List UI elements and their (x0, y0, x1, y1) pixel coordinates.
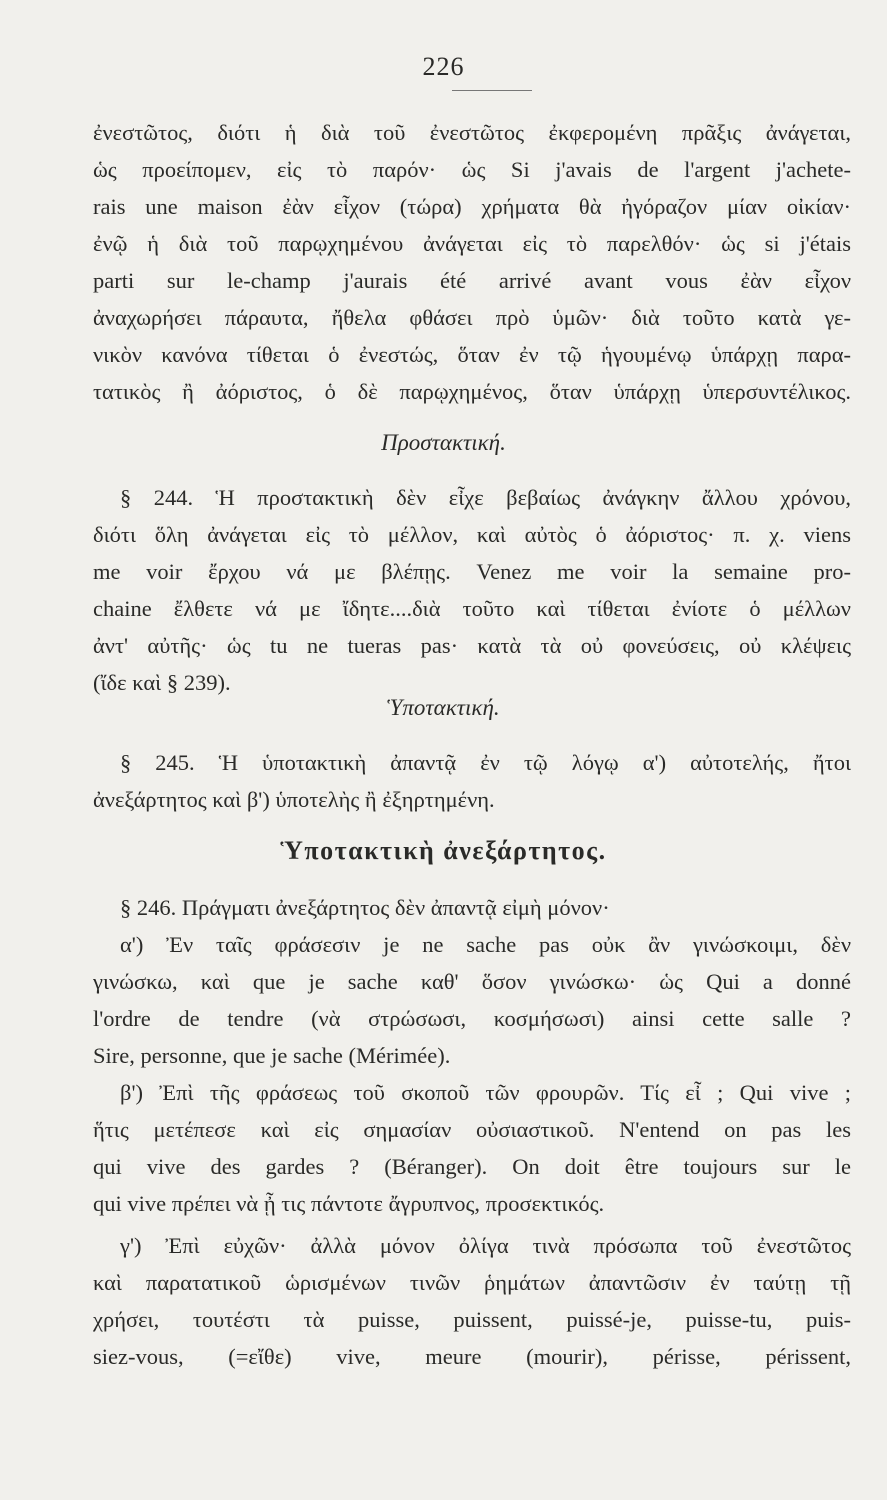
text-line: § 244. Ἡ προστακτικὴ δὲν εἶχε βεβαίως ἀνάγκην ἄλλου χρόνου, (120, 485, 851, 510)
text-line: γ') Ἐπὶ εὐχῶν· ἀλλὰ μόνον ὀλίγα τινὰ πρόσωπα τοῦ ἐνεστῶτος (120, 1233, 851, 1258)
page-number: 226 (422, 52, 465, 81)
text-line: νικὸν κανόνα τίθεται ὁ ἐνεστώς, ὅταν ἐν τῷ ἡγουμένῳ ὑπάρχῃ παρα- (93, 342, 851, 367)
text-line: ἐνῷ ἡ διὰ τοῦ παρῳχημένου ἀνάγεται εἰς τὸ παρελθόν· ὡς si j'étais (93, 231, 851, 256)
section-heading-independent-subjunctive: Ὑποτακτικὴ ἀνεξάρτητος. (280, 836, 607, 865)
text-line: parti sur le-champ j'aurais été arrivé avant vous ἐὰν εἶχον (93, 268, 851, 293)
text-line: chaine ἔλθετε νά με ἴδητε....διὰ τοῦτο καὶ τίθεται ἐνίοτε ὁ μέλλων (93, 596, 851, 621)
text-line: (ἴδε καὶ § 239). (93, 670, 231, 695)
text-line: καὶ παρατατικοῦ ὡρισμένων τινῶν ῥημάτων ἀπαντῶσιν ἐν ταύτῃ τῇ (93, 1270, 851, 1295)
text-line: α') Ἐν ταῖς φράσεσιν je ne sache pas οὐκ ἂν γινώσκοιμι, δὲν (120, 932, 851, 957)
text-line: me voir ἔρχου νά με βλέπῃς. Venez me voir la semaine pro- (93, 559, 851, 584)
text-line: qui vive des gardes ? (Béranger). On doit être toujours sur le (93, 1154, 851, 1179)
text-line: ἀντ' αὐτῆς· ὡς tu ne tueras pas· κατὰ τὰ οὐ φονεύσεις, οὐ κλέψεις (93, 633, 851, 658)
text-line: ἀνεξάρτητος καὶ β') ὑποτελὴς ἢ ἐξηρτημένη. (93, 787, 495, 812)
section-heading-subjunctive: Ὑποτακτική. (387, 695, 500, 720)
text-line: διότι ὅλη ἀνάγεται εἰς τὸ μέλλον, καὶ αὐτὸς ὁ ἀόριστος· π. χ. viens (93, 522, 851, 547)
section-heading-imperative: Προστακτική. (381, 430, 506, 455)
text-line: ἐνεστῶτος, διότι ἡ διὰ τοῦ ἐνεστῶτος ἐκφερομένη πρᾶξις ἀνάγεται, (93, 120, 851, 145)
text-line: rais une maison ἐὰν εἶχον (τώρα) χρήματα θὰ ἠγόραζον μίαν οἰκίαν· (93, 194, 851, 219)
text-line: ἥτις μετέπεσε καὶ εἰς σημασίαν οὐσιαστικοῦ. N'entend on pas les (93, 1117, 851, 1142)
text-line: l'ordre de tendre (νὰ στρώσωσι, κοσμήσωσι) ainsi cette salle ? (93, 1006, 851, 1031)
text-line: β') Ἐπὶ τῆς φράσεως τοῦ σκοποῦ τῶν φρουρῶν. Τίς εἶ ; Qui vive ; (120, 1080, 851, 1105)
text-line: χρήσει, τουτέστι τὰ puisse, puissent, puissé-je, puisse-tu, puis- (93, 1307, 851, 1332)
text-line: § 246. Πράγματι ἀνεξάρτητος δὲν ἀπαντᾷ εἰμὴ μόνον· (120, 895, 610, 920)
text-line: siez-vous, (=εἴθε) vive, meure (mourir), périsse, périssent, (93, 1344, 851, 1369)
text-line: ὡς προείπομεν, εἰς τὸ παρόν· ὡς Si j'avais de l'argent j'achete- (93, 157, 851, 182)
page-number-rule (452, 90, 532, 91)
text-line: τατικὸς ἢ ἀόριστος, ὁ δὲ παρῳχημένος, ὅταν ὑπάρχῃ ὑπερσυντέλικος. (93, 379, 851, 404)
text-line: § 245. Ἡ ὑποτακτικὴ ἀπαντᾷ ἐν τῷ λόγῳ α') αὐτοτελής, ἤτοι (120, 750, 851, 775)
text-line: qui vive πρέπει νὰ ᾖ τις πάντοτε ἄγρυπνος, προσεκτικός. (93, 1191, 605, 1216)
text-line: γινώσκω, καὶ que je sache καθ' ὅσον γινώσκω· ὡς Qui a donné (93, 969, 851, 994)
text-line: Sire, personne, que je sache (Mérimée). (93, 1043, 451, 1068)
text-line: ἀναχωρήσει πάραυτα, ἤθελα φθάσει πρὸ ὑμῶν· διὰ τοῦτο κατὰ γε- (93, 305, 851, 330)
